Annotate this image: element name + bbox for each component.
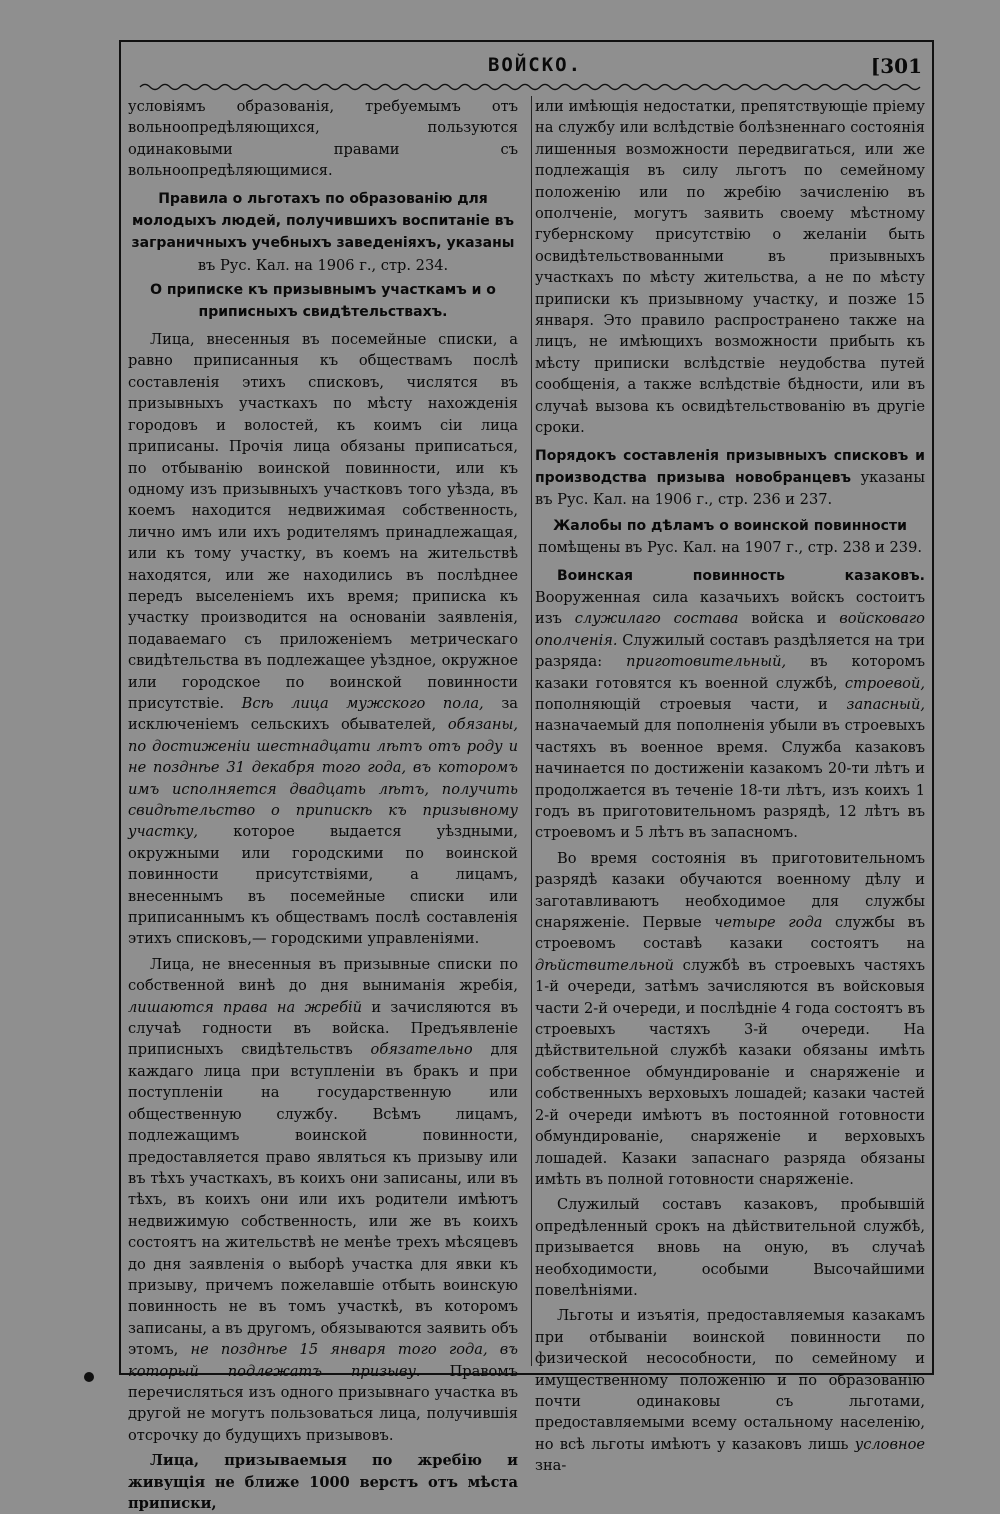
italic-run: четыре года <box>714 914 823 932</box>
page-title: ВОЙСКО. <box>487 54 583 76</box>
right-column <box>535 96 926 1475</box>
paragraph-kazaki-2 <box>535 848 925 1191</box>
text-run: Во время состоянія въ приготовительномъ разрядѣ казаки обучаются военному дѣлу и заготавливаютъ необходимое для службы снаряженіе. Первые <box>535 849 925 932</box>
italic-run: запасный, <box>846 695 925 713</box>
paragraph-continued-right: или имѣющія недостатки, препятствующіе пріему на службу или вслѣдствіе болѣзненнаго состоянія лишенныя возможности передвигаться, или же подлежащія въ силу льготъ по семейному положенію или по жребію зачисленію въ ополченіе, могутъ заявить своему мѣстному губернскому присутствію о желаніи быть освидѣтельствованными въ призывныхъ участкахъ по мѣсту жительства, а не по мѣсту приписки къ призывному участку, и позже 15 января. Это правило распространено также на лицъ, не имѣющихъ возможности прибыть къ мѣсту приписки вслѣдствіе неудобства путей сообщенія, а также вслѣдствіе бѣдности, или въ случаѣ вызова къ освидѣтельствованію въ другіе сроки. <box>535 98 925 437</box>
poryadok-reference: указаны въ Рус. Кал. на 1906 г., стр. 236 и 237. <box>535 468 925 509</box>
italic-run: приготовительный, <box>626 653 787 671</box>
page-number: [301 <box>870 54 922 78</box>
rules-paragraph <box>128 188 518 277</box>
paragraph-kazaki-4 <box>535 1305 925 1476</box>
text-run: Лица, внесенныя въ посемейные списки, а равно приписанныя къ обществамъ послѣ составленія этихъ списковъ, числятся въ призывныхъ участкахъ по мѣсту нахожденія городовъ и волостей, къ коимъ сіи лица приписаны. Прочія лица обязаны приписаться, по отбыванію воинской повинности, или къ одному изъ призывныхъ участковъ того уѣзда, въ коемъ находится недвижимая собственность, лично имъ или ихъ родителямъ принадлежащая, или къ тому участку, въ коемъ на жительствѣ находятся, или же находились въ послѣднее передъ выселеніемъ ихъ время; приписка къ участку производится на основаніи заявленія, подаваемаго съ приложеніемъ метрическаго свидѣтельства въ подлежащее уѣздное, окружное или городское по воинской повинности присутствіе. <box>128 331 518 712</box>
text-run: Служилый составъ раздѣляется на три разряда: <box>535 631 925 671</box>
header-wavy-rule <box>140 82 920 92</box>
text-run: Льготы и изъятія, предоставляемыя казакамъ при отбываніи воинской повинности по физической несособности, по семейному и имущественному положенію и по образованію почти одинаковы съ льготами, предоставляемыми всему остальному населенію, но всѣ льготы имѣютъ у казаковъ лишь <box>535 1307 925 1453</box>
text-run: и зачисляются въ случаѣ годности въ войска. Предъявленіе приписныхъ свидѣтельствъ <box>128 998 518 1059</box>
italic-run: Всѣ лица мужского пола, <box>241 694 484 712</box>
paragraph-continued: условіямъ образованія, требуемымъ отъ вольноопредѣляющихся, пользуются одинаковыми правами съ вольноопредѣляющимися. <box>128 98 518 180</box>
italic-run: не позднѣе 15 января того года, въ который подлежатъ призыву. <box>128 1341 518 1380</box>
kazaki-heading: Воинская повинность казаковъ. <box>557 567 925 584</box>
italic-run: обязаны, по достиженіи шестнадцати лѣтъ отъ роду и не позднѣе 31 декабря того года, въ которомъ имъ исполняется двадцать лѣтъ, получить свидѣтельство о припискѣ къ призывному участку, <box>128 716 518 841</box>
text-run: службѣ въ строевыхъ частяхъ 1-й очереди, затѣмъ зачисляются въ войсковыя части 2-й очереди, и послѣдніе 4 года состоятъ въ строевыхъ частяхъ 3-й очереди. На дѣйствительной службѣ казаки обязаны имѣть собственное обмундированіе и снаряженіе и собственныхъ верховыхъ лошадей; казаки частей 2-й очереди имѣютъ въ постоянной готовности обмундированіе, снаряженіе и верховыхъ лошадей. Казаки запаснаго разряда обязаны имѣть въ полной готовности снаряженіе. <box>535 956 925 1188</box>
text-run: въ которомъ казаки готовятся къ военной службѣ, <box>535 653 926 692</box>
column-divider <box>531 96 532 1366</box>
text-run: службы въ строевомъ составѣ казаки состоятъ на <box>535 914 925 953</box>
paragraph-pripiska-1 <box>128 329 518 950</box>
text-run: Правомъ перечисляться изъ одного призывнаго участка въ другой не могутъ пользоваться лица, получившія отсрочку до будущихъ призывовъ. <box>128 1362 518 1444</box>
paragraph-zhaloby <box>535 515 925 559</box>
text-run: зна- <box>535 1457 567 1475</box>
paragraph-kazaki-1 <box>535 565 925 844</box>
italic-run: лишаются права на жребій <box>128 998 363 1016</box>
text-run: Вооруженная сила казачьихъ войскъ состоитъ изъ <box>535 588 925 628</box>
italic-run: обязательно <box>370 1041 473 1059</box>
zhaloby-heading: Жалобы по дѣламъ о воинской повинности <box>553 517 907 534</box>
text-run: войска и <box>738 610 840 628</box>
rules-reference: въ Рус. Кал. на 1906 г., стр. 234. <box>197 256 449 274</box>
zhaloby-reference: помѣщены въ Рус. Кал. на 1907 г., стр. 238 и 239. <box>537 539 923 557</box>
paragraph-pripiska-3: Лица, призываемыя по жребію и живущія не ближе 1000 верстъ отъ мѣста приписки, <box>128 1452 518 1512</box>
paragraph-poryadok <box>535 445 925 511</box>
text-run: которое выдается уѣздными, окружными или городскими по воинской повинности присутствіями, а лицамъ, внесеннымъ въ посемейные списки или приписаннымъ къ обществамъ послѣ составленія этихъ списковъ,— городскими управленіями. <box>128 823 518 948</box>
text-run: Лица, не внесенныя въ призывные списки по собственной винѣ до дня выниманія жребія, <box>128 955 518 995</box>
text-run: за исключеніемъ сельскихъ обывателей, <box>128 694 518 734</box>
section-heading-pripiska: О приписке къ призывнымъ участкамъ и о приписныхъ свидѣтельствахъ. <box>150 282 496 320</box>
left-column <box>128 96 518 1512</box>
italic-run: служилаго состава <box>574 610 739 628</box>
text-run: назначаемый для пополненія убыли въ строевыхъ частяхъ въ военное время. Служба казаковъ начинается по достиженіи казакомъ 20-ти лѣтъ и продолжается въ теченіе 18-ти лѣтъ, изъ коихъ 1 годъ въ приготовительномъ разрядѣ, 12 лѣтъ въ строевомъ и 5 лѣтъ въ запасномъ. <box>535 717 925 842</box>
paragraph-kazaki-3: Служилый составъ казаковъ, пробывшій опредѣленный срокъ на дѣйствительной службѣ, призывается вновь на оную, въ случаѣ необходимости, особыми Высочайшими повелѣніями. <box>535 1196 925 1299</box>
italic-run: войсковаго ополченія. <box>535 610 925 649</box>
poryadok-heading: Порядокъ составленія призывныхъ списковъ и производства призыва новобранцевъ <box>535 447 925 486</box>
running-header <box>140 54 930 82</box>
text-run: пополняющій строевыя части, и <box>535 695 847 713</box>
italic-run: строевой, <box>844 674 925 692</box>
italic-run: условное <box>854 1435 925 1453</box>
ink-dot <box>84 1372 94 1382</box>
text-run: для каждаго лица при вступленіи въ бракъ и при поступленіи на государственную или общественную службу. Всѣмъ лицамъ, подлежащимъ воинской повинности, предоставляется право являться къ призыву или въ тѣхъ участкахъ, въ коихъ они записаны, или въ тѣхъ, въ коихъ они или ихъ родители имѣютъ недвижимую собственность, или же въ коихъ состоятъ на жительствѣ не менѣе трехъ мѣсяцевъ до дня заявленія о выборѣ участка для явки къ призыву, причемъ пожелавшіе отбыть воинскую повинность не въ томъ участкѣ, въ которомъ записаны, а въ другомъ, обязываются заявить объ этомъ, <box>128 1041 518 1359</box>
paragraph-pripiska-2 <box>128 954 518 1446</box>
rules-heading: Правила о льготахъ по образованію для молодыхъ людей, получившихъ воспитаніе въ заграничныхъ учебныхъ заведеніяхъ, указаны <box>131 190 515 252</box>
italic-run: дѣйствительной <box>535 956 674 974</box>
